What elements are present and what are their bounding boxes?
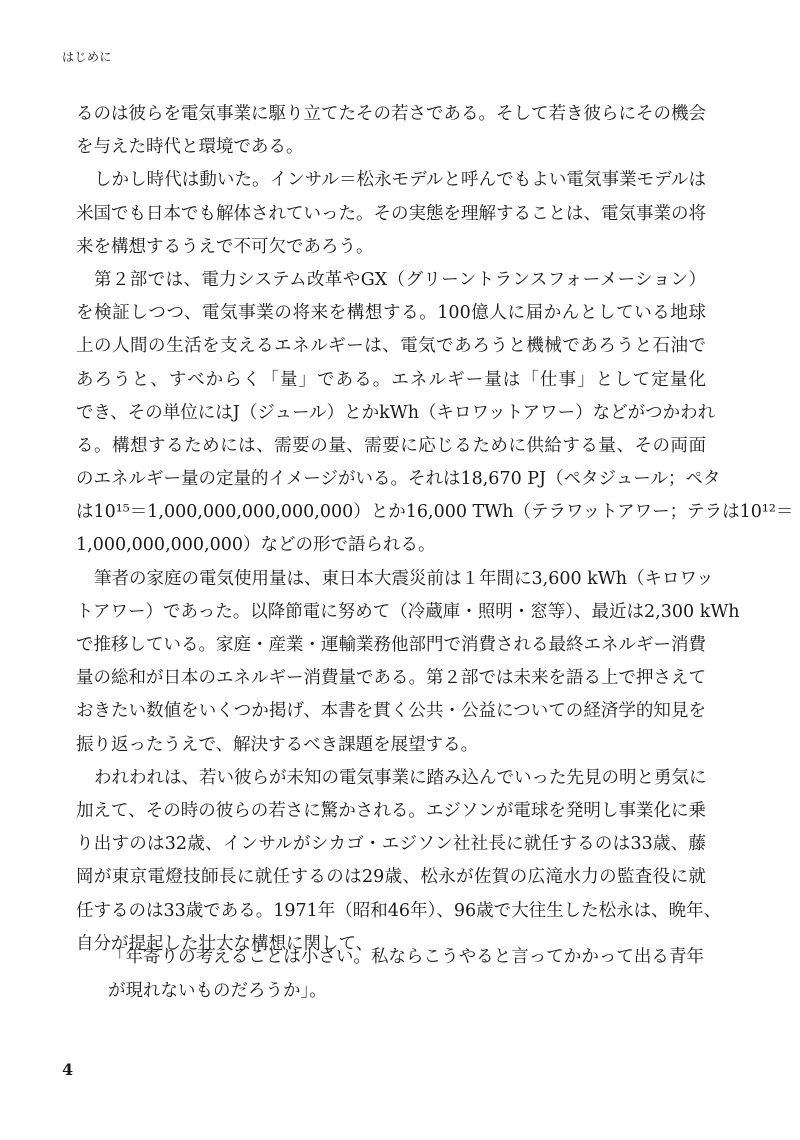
- running-header: はじめに: [62, 50, 113, 64]
- text-line: る。構想するためには、需要の量、需要に応じるために供給する量、その両面: [76, 435, 706, 456]
- text-line: 振り返ったうえで、解決するべき課題を展望する。: [76, 734, 479, 755]
- text-line: 筆者の家庭の電気使用量は、東日本大震災前は１年間に3,600 kWh（キロワッ: [94, 568, 714, 589]
- text-line: 量の総和が日本のエネルギー消費量である。第２部では未来を語る上で押さえて: [76, 668, 706, 689]
- text-line: で推移している。家庭・産業・運輸業務他部門で消費される最終エネルギー消費: [76, 635, 706, 655]
- text-line: でき、その単位にはJ（ジュール）とかkWh（キロワットアワー）などがつかわれ: [76, 402, 716, 423]
- text-line: 米国でも日本でも解体されていった。その実態を理解することは、電気事業の将: [76, 203, 706, 224]
- text-line: 1,000,000,000,000）などの形で語られる。: [76, 535, 436, 556]
- text-line: を検証しつつ、電気事業の将来を構想する。100億人に届かんとしている地球: [76, 303, 706, 324]
- quote-line: が現れないものだろうか」。: [108, 981, 327, 1001]
- text-line: しかし時代は動いた。インサル＝松永モデルと呼んでもよい電気事業モデルは: [94, 170, 706, 191]
- text-line: 上の人間の生活を支えるエネルギーは、電気であろうと機械であろうと石油で: [76, 336, 706, 357]
- text-line: るのは彼らを電気事業に駆り立てたその若さである。そして若き彼らにその機会: [76, 104, 706, 124]
- quote-line: 「年寄りの考えることは小さい。私ならこうやると言ってかかって出る青年: [108, 947, 704, 967]
- text-line: おきたい数値をいくつか掲げ、本書を貫く公共・公益についての経済学的知見を: [76, 701, 706, 722]
- text-line: 任するのは33歳である。1971年（昭和46年）、96歳で大往生した松永は、晩年、: [76, 900, 722, 921]
- text-line: われわれは、若い彼らが未知の電気事業に踏み込んでいった先見の明と勇気に: [94, 767, 707, 788]
- text-line: を与えた時代と環境である。: [76, 137, 304, 158]
- block-quote: [108, 940, 704, 1008]
- text-line: り出すのは32歳、インサルがシカゴ・エジソン社社長に就任するのは33歳、藤: [76, 834, 706, 855]
- text-line: は10¹⁵＝1,000,000,000,000,000）とか16,000 TWh（テラワットアワー；テラは10¹²＝: [76, 502, 794, 523]
- text-line: あろうと、すべからく「量」である。エネルギー量は「仕事」として定量化: [76, 369, 706, 390]
- text-line: のエネルギー量の定量的イメージがいる。それは18,670 PJ（ペタジュール；ペタ: [76, 469, 721, 490]
- page-number: 4: [62, 1060, 74, 1079]
- text-line: トアワー）であった。以降節電に努めて（冷蔵庫・照明・窓等）、最近は2,300 kWh: [76, 601, 740, 622]
- body-text: [76, 98, 794, 961]
- text-line: 来を構想するうえで不可欠であろう。: [76, 236, 374, 257]
- text-line: 加えて、その時の彼らの若さに驚かされる。エジソンが電球を発明し事業化に乗: [76, 800, 706, 821]
- text-line: 第２部では、電力システム改革やGX（グリーントランスフォーメーション）: [94, 269, 706, 290]
- text-line: 岡が東京電燈技師長に就任するのは29歳、松永が佐賀の広滝水力の監査役に就: [76, 867, 706, 888]
- text-line: 自分が提起した壮大な構想に関して、: [76, 933, 374, 954]
